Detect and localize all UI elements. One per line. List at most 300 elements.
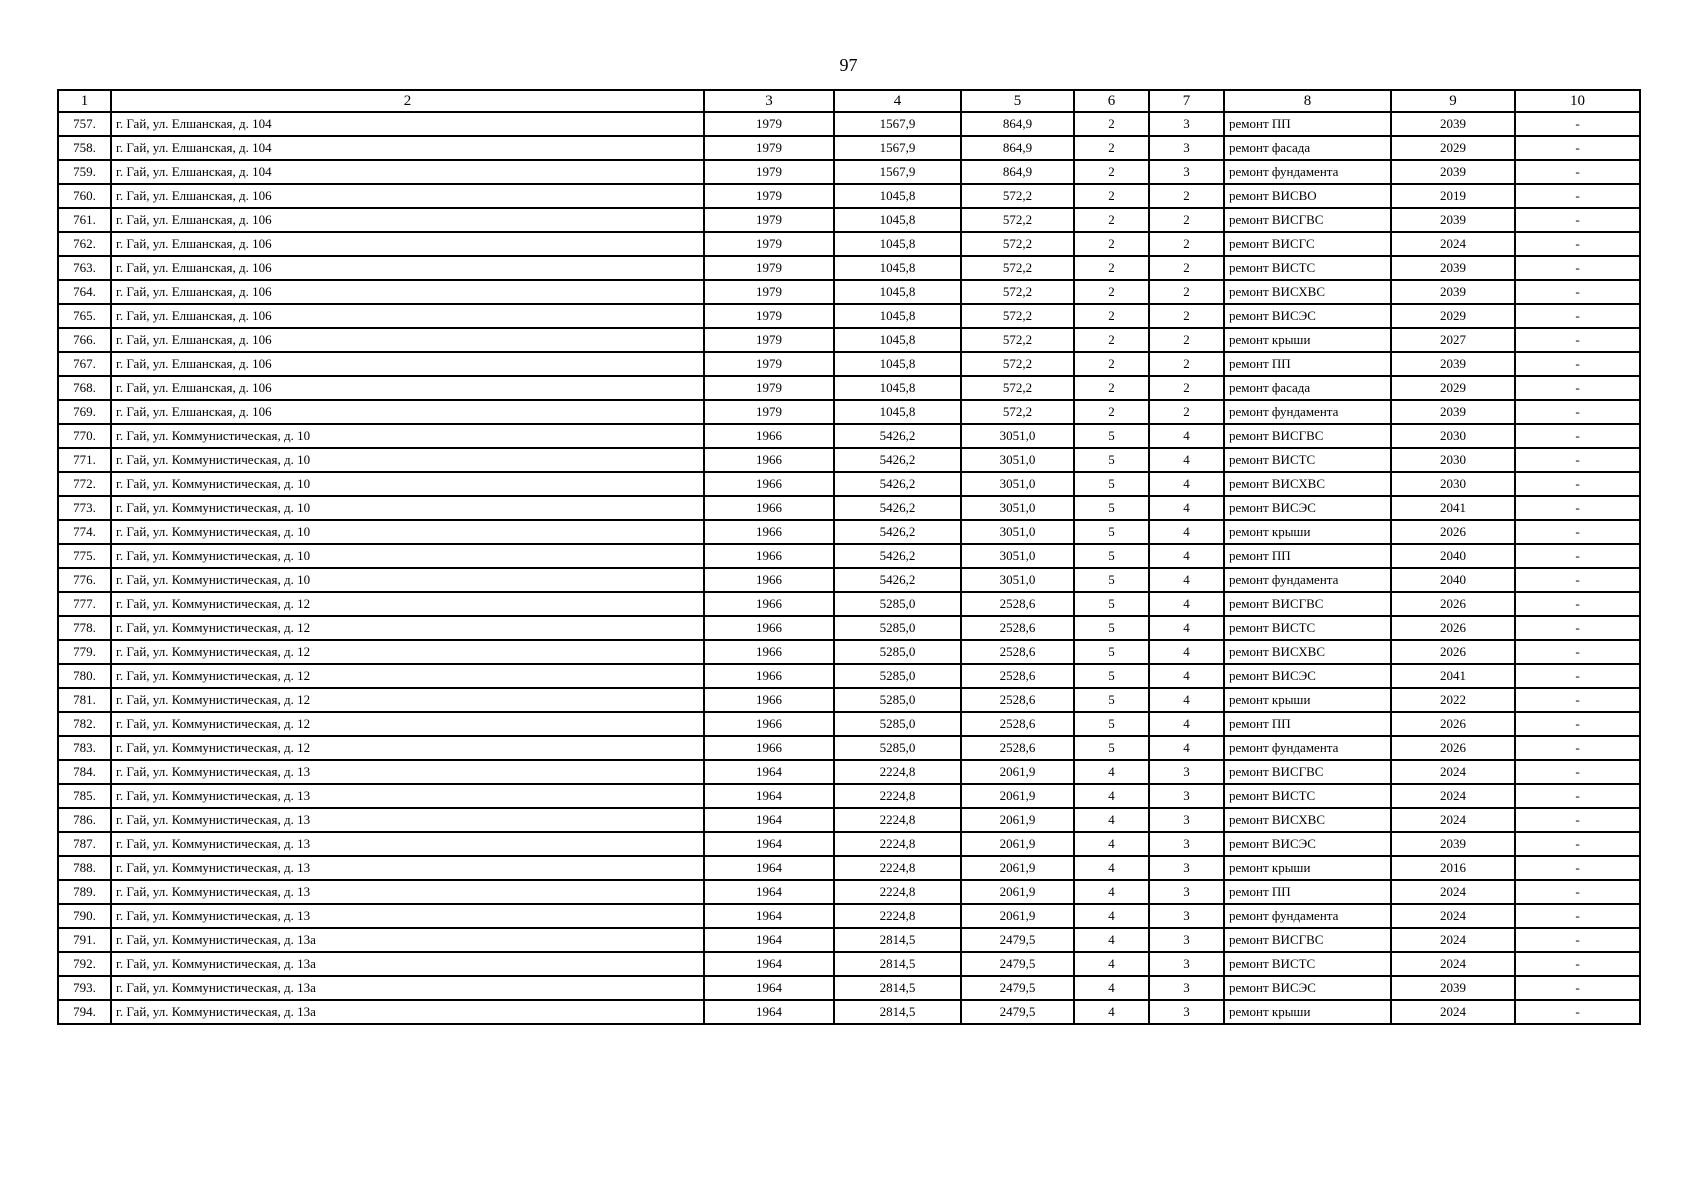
cell-floors: 5 [1074, 616, 1149, 640]
table-row [58, 400, 1640, 424]
cell-address: г. Гай, ул. Елшанская, д. 106 [111, 280, 704, 304]
cell-year-built: 1964 [704, 832, 834, 856]
cell-planned-year: 2022 [1391, 688, 1515, 712]
table-row [58, 712, 1640, 736]
cell-address: г. Гай, ул. Коммунистическая, д. 13 [111, 904, 704, 928]
table-row [58, 784, 1640, 808]
cell-total-area: 1045,8 [834, 328, 961, 352]
cell-entrances: 4 [1149, 712, 1224, 736]
cell-entrances: 3 [1149, 1000, 1224, 1024]
cell-entrances: 3 [1149, 808, 1224, 832]
table-row [58, 592, 1640, 616]
cell-year-built: 1979 [704, 112, 834, 136]
cell-row-number: 772. [58, 472, 111, 496]
cell-year-built: 1966 [704, 496, 834, 520]
cell-year-built: 1966 [704, 448, 834, 472]
cell-entrances: 3 [1149, 112, 1224, 136]
cell-entrances: 3 [1149, 784, 1224, 808]
cell-row-number: 770. [58, 424, 111, 448]
cell-address: г. Гай, ул. Коммунистическая, д. 13 [111, 880, 704, 904]
cell-total-area: 5285,0 [834, 664, 961, 688]
cell-living-area: 3051,0 [961, 520, 1074, 544]
cell-repair-type: ремонт крыши [1224, 1000, 1391, 1024]
cell-address: г. Гай, ул. Коммунистическая, д. 13а [111, 952, 704, 976]
cell-row-number: 766. [58, 328, 111, 352]
cell-address: г. Гай, ул. Елшанская, д. 106 [111, 352, 704, 376]
cell-total-area: 5426,2 [834, 496, 961, 520]
cell-floors: 5 [1074, 568, 1149, 592]
cell-floors: 2 [1074, 208, 1149, 232]
cell-living-area: 572,2 [961, 352, 1074, 376]
cell-repair-type: ремонт ВИСВО [1224, 184, 1391, 208]
cell-year-built: 1964 [704, 808, 834, 832]
cell-floors: 4 [1074, 760, 1149, 784]
cell-total-area: 5285,0 [834, 592, 961, 616]
cell-address: г. Гай, ул. Елшанская, д. 106 [111, 232, 704, 256]
cell-total-area: 5426,2 [834, 520, 961, 544]
cell-row-number: 774. [58, 520, 111, 544]
cell-note: - [1515, 568, 1640, 592]
cell-planned-year: 2039 [1391, 160, 1515, 184]
cell-row-number: 776. [58, 568, 111, 592]
table-row [58, 544, 1640, 568]
cell-total-area: 5285,0 [834, 688, 961, 712]
cell-note: - [1515, 280, 1640, 304]
cell-entrances: 4 [1149, 568, 1224, 592]
cell-row-number: 779. [58, 640, 111, 664]
cell-repair-type: ремонт ВИСТС [1224, 448, 1391, 472]
page-number: 97 [839, 55, 858, 75]
cell-year-built: 1964 [704, 952, 834, 976]
table-row [58, 952, 1640, 976]
table-row [58, 904, 1640, 928]
cell-entrances: 3 [1149, 928, 1224, 952]
cell-entrances: 4 [1149, 424, 1224, 448]
cell-note: - [1515, 208, 1640, 232]
cell-floors: 4 [1074, 808, 1149, 832]
column-header-3: 3 [704, 90, 834, 112]
cell-floors: 2 [1074, 352, 1149, 376]
cell-living-area: 2061,9 [961, 760, 1074, 784]
cell-planned-year: 2026 [1391, 640, 1515, 664]
cell-living-area: 572,2 [961, 376, 1074, 400]
cell-row-number: 775. [58, 544, 111, 568]
cell-year-built: 1979 [704, 328, 834, 352]
cell-planned-year: 2030 [1391, 448, 1515, 472]
table-row [58, 232, 1640, 256]
cell-entrances: 2 [1149, 280, 1224, 304]
cell-year-built: 1979 [704, 400, 834, 424]
table-row [58, 496, 1640, 520]
cell-floors: 4 [1074, 1000, 1149, 1024]
cell-repair-type: ремонт ВИСТС [1224, 616, 1391, 640]
cell-planned-year: 2026 [1391, 712, 1515, 736]
cell-repair-type: ремонт крыши [1224, 856, 1391, 880]
cell-repair-type: ремонт ВИСХВС [1224, 640, 1391, 664]
column-header-2: 2 [111, 90, 704, 112]
cell-living-area: 2479,5 [961, 952, 1074, 976]
cell-living-area: 2528,6 [961, 592, 1074, 616]
cell-floors: 2 [1074, 400, 1149, 424]
cell-repair-type: ремонт фундамента [1224, 904, 1391, 928]
cell-living-area: 3051,0 [961, 472, 1074, 496]
cell-repair-type: ремонт ПП [1224, 352, 1391, 376]
cell-total-area: 5426,2 [834, 448, 961, 472]
cell-entrances: 4 [1149, 592, 1224, 616]
cell-address: г. Гай, ул. Коммунистическая, д. 12 [111, 736, 704, 760]
cell-row-number: 790. [58, 904, 111, 928]
cell-floors: 4 [1074, 952, 1149, 976]
cell-planned-year: 2041 [1391, 664, 1515, 688]
cell-year-built: 1979 [704, 232, 834, 256]
cell-total-area: 1567,9 [834, 160, 961, 184]
cell-year-built: 1966 [704, 736, 834, 760]
cell-repair-type: ремонт крыши [1224, 328, 1391, 352]
cell-row-number: 777. [58, 592, 111, 616]
cell-address: г. Гай, ул. Коммунистическая, д. 13а [111, 928, 704, 952]
cell-row-number: 784. [58, 760, 111, 784]
cell-living-area: 2061,9 [961, 808, 1074, 832]
cell-address: г. Гай, ул. Елшанская, д. 104 [111, 112, 704, 136]
cell-planned-year: 2026 [1391, 592, 1515, 616]
column-header-7: 7 [1149, 90, 1224, 112]
cell-total-area: 1045,8 [834, 352, 961, 376]
cell-year-built: 1964 [704, 1000, 834, 1024]
table-row [58, 160, 1640, 184]
cell-year-built: 1964 [704, 880, 834, 904]
cell-living-area: 864,9 [961, 136, 1074, 160]
cell-year-built: 1964 [704, 760, 834, 784]
cell-note: - [1515, 592, 1640, 616]
table-row [58, 184, 1640, 208]
cell-note: - [1515, 640, 1640, 664]
cell-entrances: 4 [1149, 448, 1224, 472]
cell-entrances: 3 [1149, 952, 1224, 976]
cell-entrances: 3 [1149, 136, 1224, 160]
cell-row-number: 792. [58, 952, 111, 976]
cell-note: - [1515, 232, 1640, 256]
cell-total-area: 5426,2 [834, 424, 961, 448]
cell-total-area: 2814,5 [834, 928, 961, 952]
table-row [58, 640, 1640, 664]
cell-repair-type: ремонт ВИСТС [1224, 256, 1391, 280]
cell-planned-year: 2029 [1391, 376, 1515, 400]
cell-living-area: 2479,5 [961, 976, 1074, 1000]
cell-row-number: 789. [58, 880, 111, 904]
cell-entrances: 2 [1149, 184, 1224, 208]
table-row [58, 616, 1640, 640]
cell-living-area: 2528,6 [961, 640, 1074, 664]
cell-living-area: 3051,0 [961, 544, 1074, 568]
cell-row-number: 786. [58, 808, 111, 832]
cell-planned-year: 2026 [1391, 616, 1515, 640]
cell-floors: 5 [1074, 520, 1149, 544]
cell-row-number: 757. [58, 112, 111, 136]
cell-planned-year: 2030 [1391, 424, 1515, 448]
cell-row-number: 762. [58, 232, 111, 256]
cell-repair-type: ремонт фундамента [1224, 736, 1391, 760]
cell-floors: 4 [1074, 976, 1149, 1000]
cell-note: - [1515, 376, 1640, 400]
cell-entrances: 3 [1149, 760, 1224, 784]
column-header-4: 4 [834, 90, 961, 112]
cell-planned-year: 2030 [1391, 472, 1515, 496]
cell-entrances: 3 [1149, 880, 1224, 904]
cell-floors: 4 [1074, 928, 1149, 952]
cell-address: г. Гай, ул. Коммунистическая, д. 10 [111, 568, 704, 592]
cell-planned-year: 2019 [1391, 184, 1515, 208]
cell-planned-year: 2024 [1391, 784, 1515, 808]
cell-total-area: 2224,8 [834, 832, 961, 856]
cell-repair-type: ремонт фасада [1224, 376, 1391, 400]
cell-living-area: 2528,6 [961, 712, 1074, 736]
cell-note: - [1515, 1000, 1640, 1024]
cell-year-built: 1966 [704, 544, 834, 568]
cell-total-area: 1045,8 [834, 280, 961, 304]
cell-entrances: 2 [1149, 232, 1224, 256]
cell-note: - [1515, 112, 1640, 136]
table-row [58, 808, 1640, 832]
table-body [58, 112, 1640, 1024]
cell-repair-type: ремонт ПП [1224, 712, 1391, 736]
cell-planned-year: 2039 [1391, 256, 1515, 280]
cell-planned-year: 2024 [1391, 1000, 1515, 1024]
cell-planned-year: 2024 [1391, 808, 1515, 832]
cell-planned-year: 2039 [1391, 208, 1515, 232]
cell-year-built: 1979 [704, 280, 834, 304]
cell-year-built: 1966 [704, 568, 834, 592]
cell-living-area: 2479,5 [961, 928, 1074, 952]
cell-total-area: 5426,2 [834, 544, 961, 568]
column-header-1: 1 [58, 90, 111, 112]
table-row [58, 880, 1640, 904]
cell-floors: 2 [1074, 136, 1149, 160]
cell-entrances: 4 [1149, 472, 1224, 496]
cell-repair-type: ремонт ВИСЭС [1224, 496, 1391, 520]
cell-year-built: 1966 [704, 616, 834, 640]
cell-row-number: 781. [58, 688, 111, 712]
cell-entrances: 3 [1149, 976, 1224, 1000]
cell-row-number: 768. [58, 376, 111, 400]
cell-repair-type: ремонт крыши [1224, 688, 1391, 712]
cell-address: г. Гай, ул. Коммунистическая, д. 10 [111, 424, 704, 448]
cell-living-area: 3051,0 [961, 424, 1074, 448]
cell-year-built: 1964 [704, 976, 834, 1000]
cell-repair-type: ремонт фундамента [1224, 400, 1391, 424]
cell-entrances: 4 [1149, 520, 1224, 544]
cell-living-area: 2528,6 [961, 664, 1074, 688]
cell-living-area: 572,2 [961, 232, 1074, 256]
cell-row-number: 773. [58, 496, 111, 520]
cell-row-number: 778. [58, 616, 111, 640]
cell-floors: 2 [1074, 256, 1149, 280]
table-row [58, 304, 1640, 328]
cell-year-built: 1979 [704, 208, 834, 232]
cell-floors: 5 [1074, 448, 1149, 472]
cell-repair-type: ремонт ВИСГВС [1224, 928, 1391, 952]
cell-total-area: 2814,5 [834, 1000, 961, 1024]
cell-floors: 2 [1074, 160, 1149, 184]
table-row [58, 352, 1640, 376]
cell-repair-type: ремонт ВИСГВС [1224, 424, 1391, 448]
cell-row-number: 764. [58, 280, 111, 304]
cell-note: - [1515, 400, 1640, 424]
cell-year-built: 1966 [704, 592, 834, 616]
cell-entrances: 3 [1149, 160, 1224, 184]
cell-address: г. Гай, ул. Коммунистическая, д. 12 [111, 664, 704, 688]
cell-entrances: 3 [1149, 856, 1224, 880]
cell-year-built: 1966 [704, 640, 834, 664]
cell-note: - [1515, 688, 1640, 712]
cell-total-area: 2224,8 [834, 880, 961, 904]
cell-address: г. Гай, ул. Коммунистическая, д. 13 [111, 856, 704, 880]
cell-floors: 5 [1074, 424, 1149, 448]
cell-repair-type: ремонт фасада [1224, 136, 1391, 160]
cell-floors: 4 [1074, 880, 1149, 904]
cell-note: - [1515, 664, 1640, 688]
table-row [58, 520, 1640, 544]
cell-address: г. Гай, ул. Коммунистическая, д. 12 [111, 616, 704, 640]
cell-note: - [1515, 736, 1640, 760]
cell-row-number: 769. [58, 400, 111, 424]
cell-planned-year: 2024 [1391, 880, 1515, 904]
cell-total-area: 1045,8 [834, 208, 961, 232]
cell-living-area: 2061,9 [961, 832, 1074, 856]
cell-floors: 4 [1074, 784, 1149, 808]
cell-floors: 2 [1074, 328, 1149, 352]
cell-note: - [1515, 832, 1640, 856]
cell-row-number: 787. [58, 832, 111, 856]
table-row [58, 472, 1640, 496]
cell-address: г. Гай, ул. Коммунистическая, д. 10 [111, 520, 704, 544]
cell-address: г. Гай, ул. Коммунистическая, д. 10 [111, 496, 704, 520]
cell-floors: 5 [1074, 640, 1149, 664]
cell-total-area: 2224,8 [834, 760, 961, 784]
cell-living-area: 864,9 [961, 160, 1074, 184]
cell-note: - [1515, 352, 1640, 376]
cell-living-area: 572,2 [961, 256, 1074, 280]
cell-row-number: 767. [58, 352, 111, 376]
cell-planned-year: 2024 [1391, 904, 1515, 928]
column-header-10: 10 [1515, 90, 1640, 112]
cell-entrances: 3 [1149, 832, 1224, 856]
cell-address: г. Гай, ул. Елшанская, д. 104 [111, 136, 704, 160]
cell-repair-type: ремонт фундамента [1224, 160, 1391, 184]
cell-floors: 4 [1074, 856, 1149, 880]
cell-year-built: 1979 [704, 136, 834, 160]
cell-entrances: 2 [1149, 400, 1224, 424]
cell-address: г. Гай, ул. Елшанская, д. 106 [111, 304, 704, 328]
cell-floors: 5 [1074, 664, 1149, 688]
cell-entrances: 2 [1149, 328, 1224, 352]
cell-floors: 5 [1074, 472, 1149, 496]
cell-planned-year: 2024 [1391, 760, 1515, 784]
cell-note: - [1515, 808, 1640, 832]
cell-repair-type: ремонт крыши [1224, 520, 1391, 544]
cell-note: - [1515, 928, 1640, 952]
cell-year-built: 1979 [704, 376, 834, 400]
cell-year-built: 1979 [704, 304, 834, 328]
table-row [58, 112, 1640, 136]
cell-year-built: 1966 [704, 712, 834, 736]
cell-address: г. Гай, ул. Елшанская, д. 106 [111, 400, 704, 424]
cell-row-number: 793. [58, 976, 111, 1000]
cell-address: г. Гай, ул. Коммунистическая, д. 12 [111, 640, 704, 664]
cell-total-area: 1045,8 [834, 376, 961, 400]
table-row [58, 832, 1640, 856]
cell-note: - [1515, 328, 1640, 352]
table-row [58, 208, 1640, 232]
table-row [58, 688, 1640, 712]
cell-year-built: 1964 [704, 928, 834, 952]
table-row [58, 376, 1640, 400]
cell-entrances: 3 [1149, 904, 1224, 928]
column-header-5: 5 [961, 90, 1074, 112]
cell-address: г. Гай, ул. Коммунистическая, д. 10 [111, 544, 704, 568]
cell-note: - [1515, 496, 1640, 520]
table-row [58, 664, 1640, 688]
cell-row-number: 782. [58, 712, 111, 736]
cell-repair-type: ремонт ВИСТС [1224, 784, 1391, 808]
cell-living-area: 572,2 [961, 328, 1074, 352]
cell-note: - [1515, 616, 1640, 640]
table-row [58, 448, 1640, 472]
cell-row-number: 759. [58, 160, 111, 184]
cell-address: г. Гай, ул. Коммунистическая, д. 13а [111, 1000, 704, 1024]
column-header-8: 8 [1224, 90, 1391, 112]
cell-note: - [1515, 136, 1640, 160]
table-row [58, 976, 1640, 1000]
cell-total-area: 1567,9 [834, 136, 961, 160]
cell-entrances: 4 [1149, 640, 1224, 664]
cell-repair-type: ремонт ВИСЭС [1224, 304, 1391, 328]
cell-living-area: 2061,9 [961, 784, 1074, 808]
table-row [58, 928, 1640, 952]
cell-address: г. Гай, ул. Коммунистическая, д. 13а [111, 976, 704, 1000]
cell-living-area: 2528,6 [961, 736, 1074, 760]
cell-total-area: 5426,2 [834, 472, 961, 496]
column-header-9: 9 [1391, 90, 1515, 112]
cell-living-area: 572,2 [961, 208, 1074, 232]
table-row [58, 1000, 1640, 1024]
cell-repair-type: ремонт ВИСТС [1224, 952, 1391, 976]
cell-living-area: 2479,5 [961, 1000, 1074, 1024]
cell-note: - [1515, 784, 1640, 808]
cell-address: г. Гай, ул. Коммунистическая, д. 12 [111, 712, 704, 736]
cell-year-built: 1966 [704, 472, 834, 496]
cell-row-number: 788. [58, 856, 111, 880]
table-row [58, 568, 1640, 592]
cell-row-number: 760. [58, 184, 111, 208]
cell-note: - [1515, 976, 1640, 1000]
cell-year-built: 1966 [704, 424, 834, 448]
cell-note: - [1515, 904, 1640, 928]
cell-address: г. Гай, ул. Елшанская, д. 106 [111, 376, 704, 400]
cell-repair-type: ремонт ВИСХВС [1224, 280, 1391, 304]
cell-floors: 5 [1074, 592, 1149, 616]
cell-planned-year: 2039 [1391, 352, 1515, 376]
cell-note: - [1515, 856, 1640, 880]
cell-planned-year: 2039 [1391, 832, 1515, 856]
cell-repair-type: ремонт ВИСГВС [1224, 592, 1391, 616]
cell-note: - [1515, 520, 1640, 544]
cell-living-area: 2061,9 [961, 880, 1074, 904]
cell-note: - [1515, 880, 1640, 904]
cell-floors: 2 [1074, 112, 1149, 136]
cell-year-built: 1964 [704, 904, 834, 928]
cell-total-area: 1045,8 [834, 400, 961, 424]
cell-planned-year: 2024 [1391, 928, 1515, 952]
